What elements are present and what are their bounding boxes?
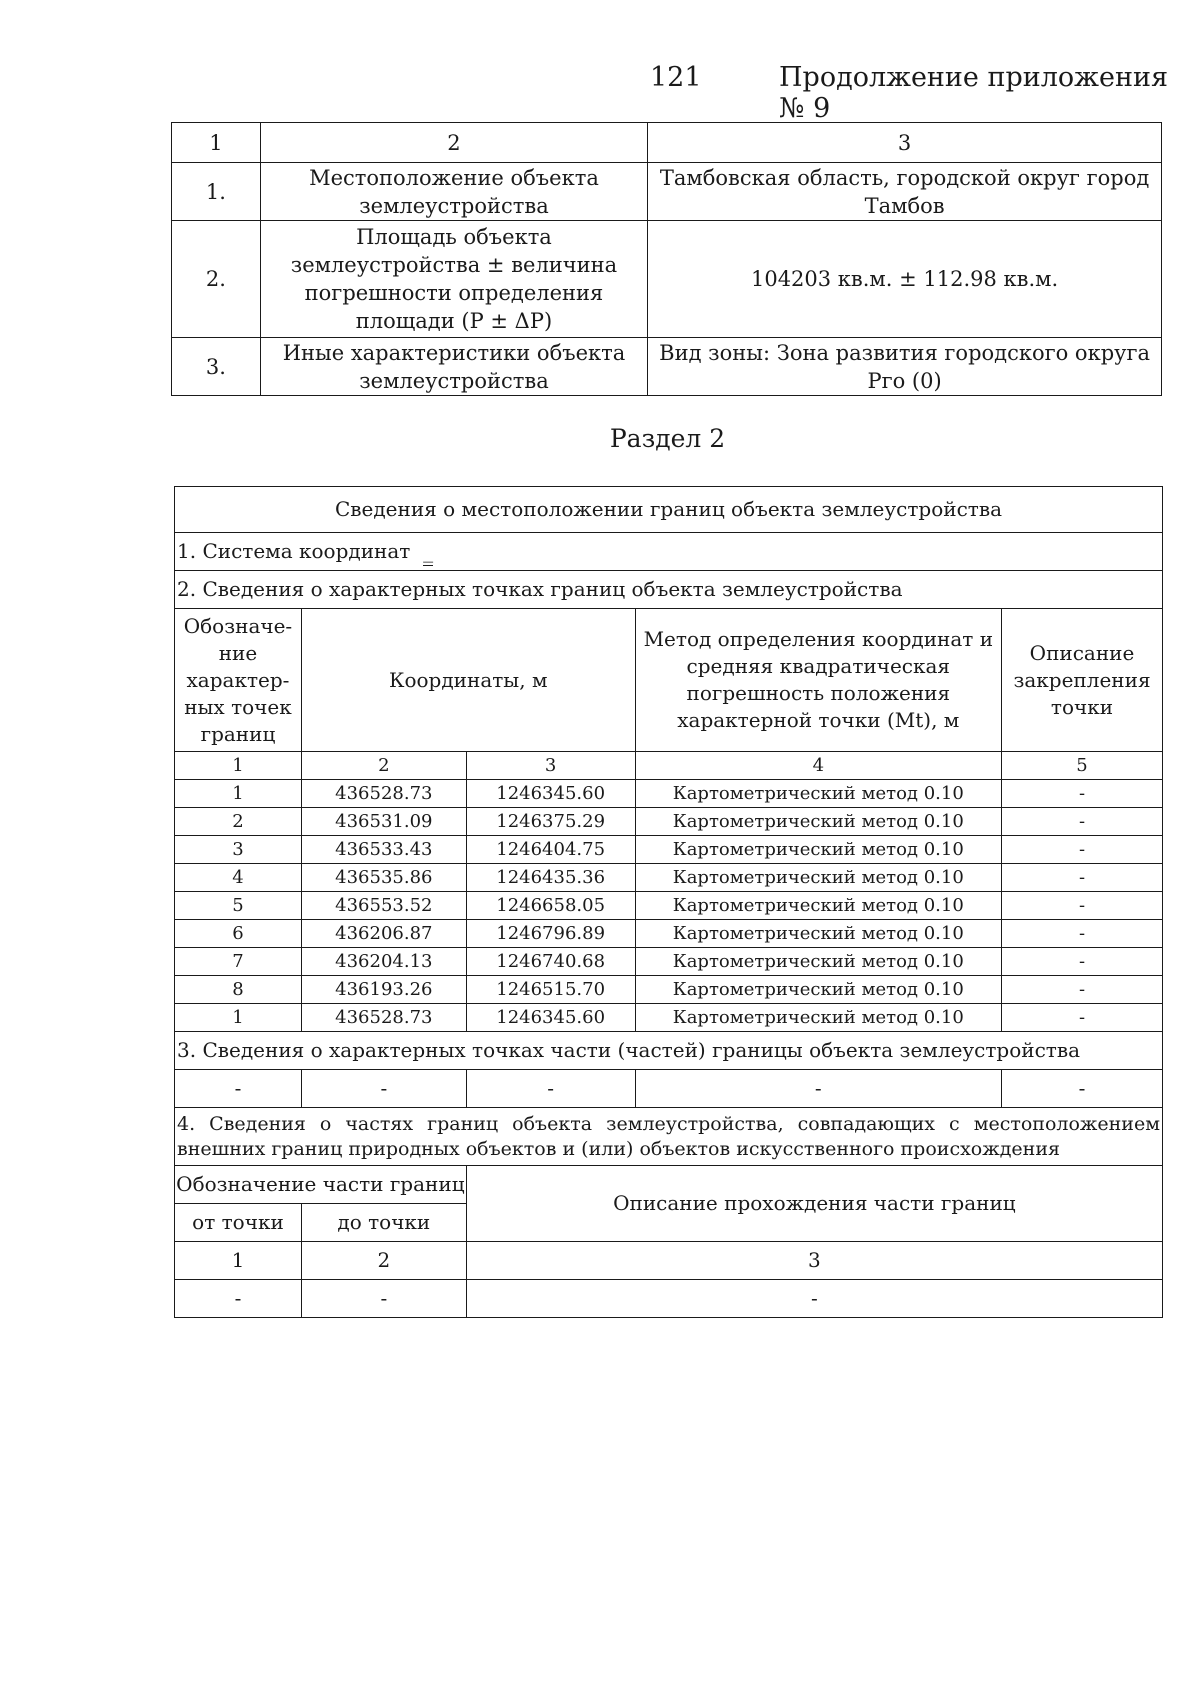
point-id: 3 (175, 836, 302, 864)
point-y: 1246740.68 (466, 948, 635, 976)
table-row (172, 221, 1162, 338)
column-number: 5 (1002, 752, 1163, 780)
table-row (175, 948, 1163, 976)
point-method: Картометрический метод 0.10 (635, 976, 1001, 1004)
empty-cell: - (1002, 1070, 1163, 1108)
table-row (175, 1108, 1163, 1166)
empty-cell: - (466, 1280, 1162, 1318)
point-id: 5 (175, 892, 302, 920)
table-row (175, 752, 1163, 780)
table-row (175, 864, 1163, 892)
row-number: 2. (172, 221, 261, 338)
col-part-designation-header: Обозначение части границ (175, 1166, 467, 1204)
table-row (175, 892, 1163, 920)
point-x: 436193.26 (301, 976, 466, 1004)
col-point-header: Обозначе-ние характер-ных точек границ (175, 609, 302, 752)
point-method: Картометрический метод 0.10 (635, 836, 1001, 864)
table-row (175, 808, 1163, 836)
row-number: 3. (172, 338, 261, 396)
point-x: 436533.43 (301, 836, 466, 864)
point-x: 436206.87 (301, 920, 466, 948)
point-id: 8 (175, 976, 302, 1004)
row-value: 104203 кв.м. ± 112.98 кв.м. (648, 221, 1162, 338)
table-row (175, 780, 1163, 808)
point-y: 1246515.70 (466, 976, 635, 1004)
column-number: 1 (175, 1242, 302, 1280)
point-desc: - (1002, 948, 1163, 976)
row-label: Площадь объекта землеустройства ± величина погрешности определения площади (P ± ΔP) (260, 221, 647, 338)
point-id: 7 (175, 948, 302, 976)
point-y: 1246404.75 (466, 836, 635, 864)
point-y: 1246345.60 (466, 1004, 635, 1032)
point-desc: - (1002, 780, 1163, 808)
col-method-header: Метод определения координат и средняя квадратическая погрешность положения характерной точки (Mt), м (635, 609, 1001, 752)
col-part-description-header: Описание прохождения части границ (466, 1166, 1162, 1242)
table-row (175, 571, 1163, 609)
point-desc: - (1002, 892, 1163, 920)
table-row (175, 976, 1163, 1004)
empty-cell: - (301, 1070, 466, 1108)
parts-points-heading: 3. Сведения о характерных точках части (частей) границы объекта землеустройства (175, 1032, 1163, 1070)
point-method: Картометрический метод 0.10 (635, 780, 1001, 808)
coord-system-row (175, 533, 1163, 571)
table-row (175, 1004, 1163, 1032)
point-method: Картометрический метод 0.10 (635, 808, 1001, 836)
point-y: 1246658.05 (466, 892, 635, 920)
coord-system-label: 1. Система координат (177, 538, 411, 563)
point-method: Картометрический метод 0.10 (635, 892, 1001, 920)
col-to-header: до точки (301, 1204, 466, 1242)
point-id: 6 (175, 920, 302, 948)
column-number: 2 (260, 123, 647, 163)
point-method: Картометрический метод 0.10 (635, 920, 1001, 948)
table-row (175, 1280, 1163, 1318)
point-desc: - (1002, 920, 1163, 948)
col-from-header: от точки (175, 1204, 302, 1242)
point-y: 1246345.60 (466, 780, 635, 808)
point-y: 1246435.36 (466, 864, 635, 892)
boundary-info-table (174, 486, 1163, 1318)
table-row (175, 1242, 1163, 1280)
row-value: Вид зоны: Зона развития городского округа Рго (0) (648, 338, 1162, 396)
point-id: 2 (175, 808, 302, 836)
empty-cell: - (175, 1070, 302, 1108)
empty-cell: - (301, 1280, 466, 1318)
point-desc: - (1002, 836, 1163, 864)
column-number: 2 (301, 752, 466, 780)
point-x: 436553.52 (301, 892, 466, 920)
column-number: 1 (175, 752, 302, 780)
natural-boundaries-heading: 4. Сведения о частях границ объекта землеустройства, совпадающих с местоположением внешних границ природных объектов и (или) объектов искусственного происхождения (175, 1108, 1163, 1166)
point-id: 1 (175, 780, 302, 808)
table-row (175, 920, 1163, 948)
column-number: 3 (466, 752, 635, 780)
point-id: 1 (175, 1004, 302, 1032)
point-y: 1246375.29 (466, 808, 635, 836)
point-id: 4 (175, 864, 302, 892)
table-row (175, 533, 1163, 571)
point-x: 436535.86 (301, 864, 466, 892)
empty-cell: - (635, 1070, 1001, 1108)
column-number: 3 (648, 123, 1162, 163)
row-label: Иные характеристики объекта землеустройства (260, 338, 647, 396)
table-row (175, 1070, 1163, 1108)
table-row (175, 609, 1163, 752)
page-header (0, 62, 1200, 124)
table-row (175, 1032, 1163, 1070)
point-desc: - (1002, 808, 1163, 836)
table-row (175, 1166, 1163, 1204)
col-coords-header: Координаты, м (301, 609, 635, 752)
table-row (172, 338, 1162, 396)
column-number: 4 (635, 752, 1001, 780)
point-method: Картометрический метод 0.10 (635, 948, 1001, 976)
table-row (175, 836, 1163, 864)
column-number: 2 (301, 1242, 466, 1280)
row-value: Тамбовская область, городской округ город Тамбов (648, 163, 1162, 221)
points-heading: 2. Сведения о характерных точках границ объекта землеустройства (175, 571, 1163, 609)
col-description-header: Описание закрепления точки (1002, 609, 1163, 752)
point-x: 436531.09 (301, 808, 466, 836)
point-x: 436204.13 (301, 948, 466, 976)
section-title: Раздел 2 (609, 424, 726, 453)
table-row (175, 487, 1163, 533)
column-number: 3 (466, 1242, 1162, 1280)
page-number: 121 (650, 62, 702, 93)
point-x: 436528.73 (301, 780, 466, 808)
point-desc: - (1002, 1004, 1163, 1032)
point-method: Картометрический метод 0.10 (635, 1004, 1001, 1032)
point-desc: - (1002, 976, 1163, 1004)
table-row (172, 163, 1162, 221)
point-method: Картометрический метод 0.10 (635, 864, 1001, 892)
empty-cell: - (175, 1280, 302, 1318)
column-number: 1 (172, 123, 261, 163)
table-row (172, 123, 1162, 163)
point-x: 436528.73 (301, 1004, 466, 1032)
empty-cell: - (466, 1070, 635, 1108)
point-y: 1246796.89 (466, 920, 635, 948)
row-number: 1. (172, 163, 261, 221)
appendix-title: Продолжение приложения № 9 (779, 62, 1169, 124)
point-desc: - (1002, 864, 1163, 892)
object-info-table (171, 122, 1162, 396)
table-title: Сведения о местоположении границ объекта землеустройства (175, 487, 1163, 533)
row-label: Местоположение объекта землеустройства (260, 163, 647, 221)
coord-system-value: _ (423, 538, 433, 566)
